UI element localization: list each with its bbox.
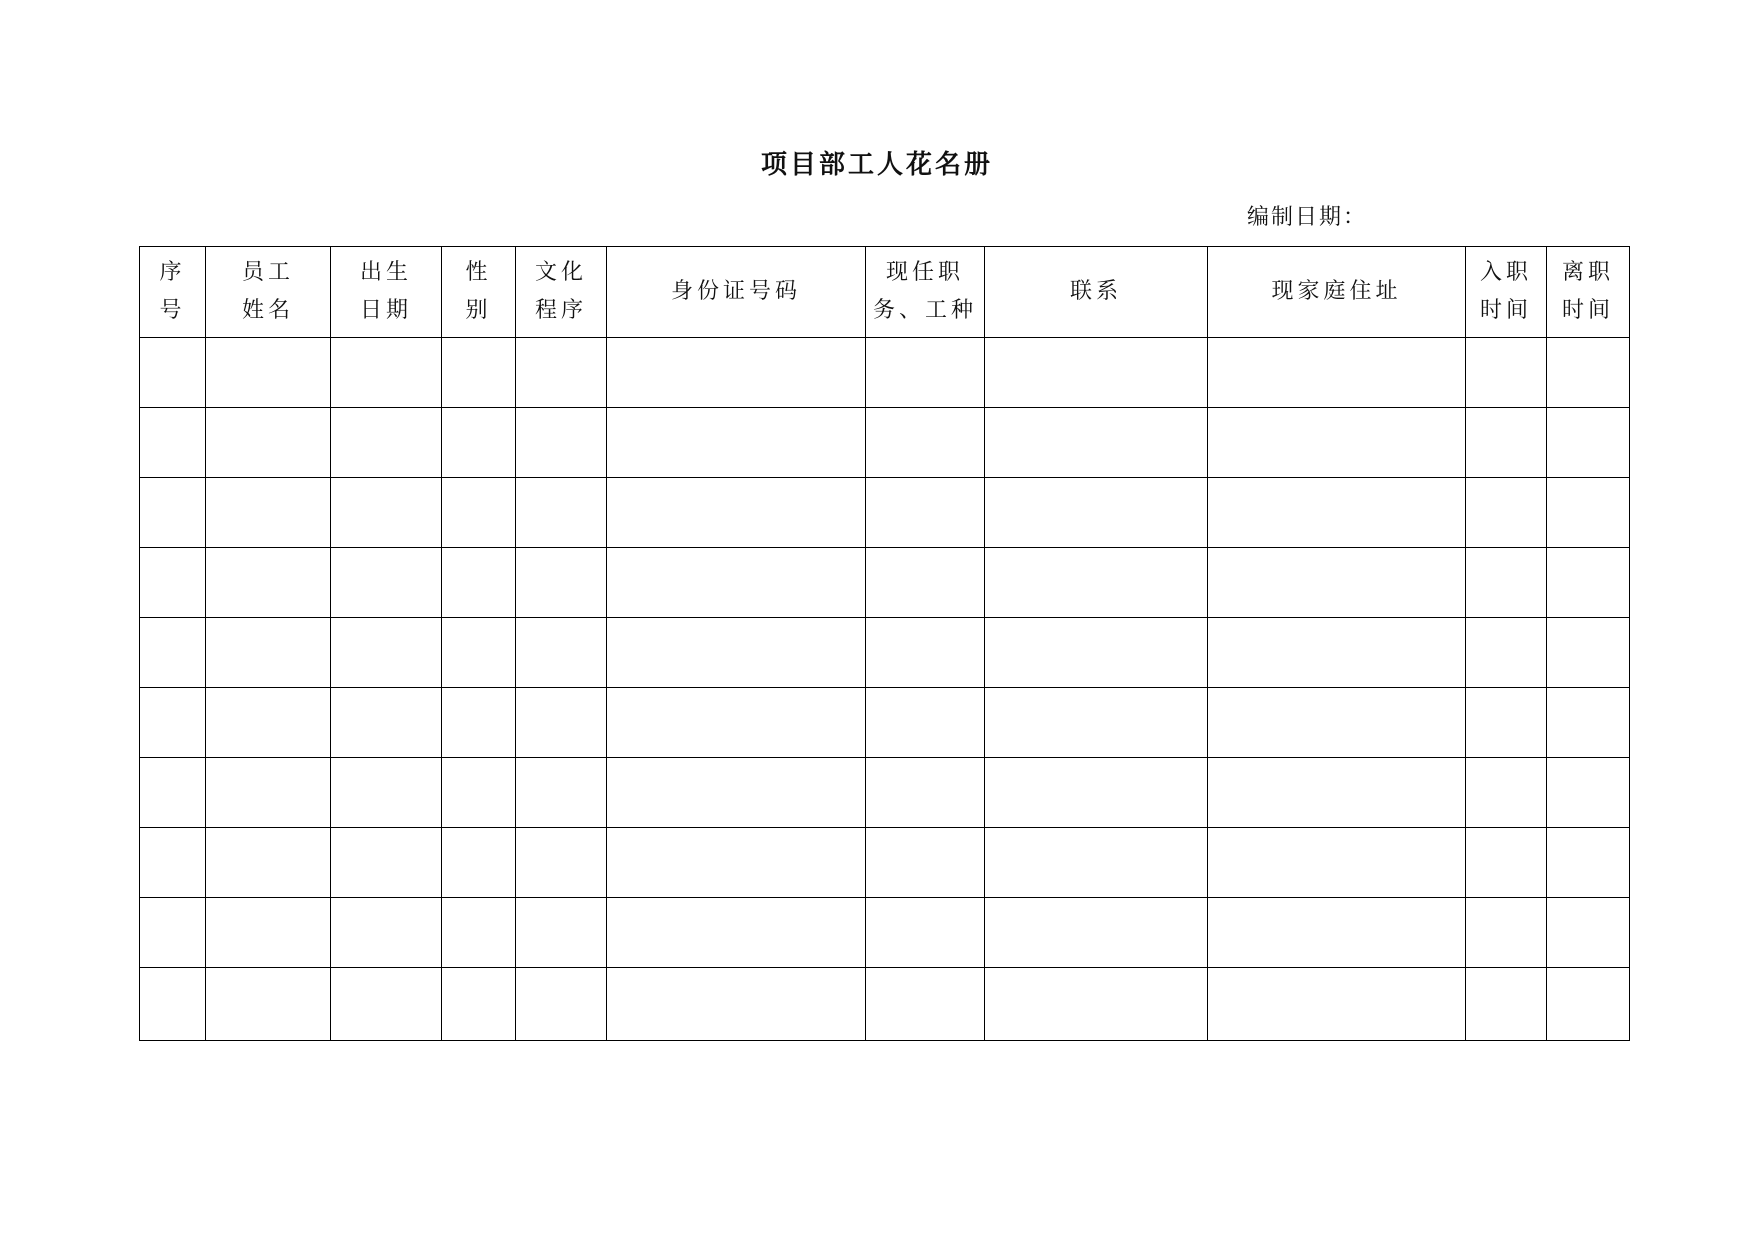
table-cell: [516, 898, 607, 968]
table-cell: [866, 968, 985, 1041]
table-row: [140, 338, 1630, 408]
column-header-line: 程序: [534, 298, 587, 323]
column-header: [442, 247, 516, 338]
table-cell: [442, 338, 516, 408]
table-cell: [985, 548, 1208, 618]
table-cell: [1208, 898, 1466, 968]
column-header-line: 序: [159, 260, 186, 285]
table-row: [140, 828, 1630, 898]
table-cell: [331, 898, 442, 968]
column-header-line: 日期: [359, 298, 412, 323]
column-header-line: 现家庭住址: [1271, 279, 1402, 304]
table-cell: [985, 898, 1208, 968]
column-header-line: 务、工种: [872, 298, 977, 323]
table-cell: [985, 338, 1208, 408]
table-cell: [1466, 688, 1547, 758]
table-cell: [1208, 828, 1466, 898]
column-header: [206, 247, 331, 338]
table-cell: [866, 408, 985, 478]
table-cell: [607, 828, 866, 898]
table-cell: [442, 548, 516, 618]
column-header-line: 身份证号码: [670, 279, 801, 304]
table-cell: [1547, 968, 1630, 1041]
table-body: [140, 338, 1630, 1041]
table-cell: [985, 478, 1208, 548]
table-cell: [866, 478, 985, 548]
column-header-line: 号: [159, 298, 186, 323]
table-cell: [866, 548, 985, 618]
table-row: [140, 898, 1630, 968]
table-cell: [331, 828, 442, 898]
table-cell: [442, 408, 516, 478]
table-cell: [140, 688, 206, 758]
table-cell: [1547, 548, 1630, 618]
column-header: [1208, 247, 1466, 338]
column-header-line: 时间: [1561, 298, 1614, 323]
table-cell: [866, 338, 985, 408]
table-cell: [607, 618, 866, 688]
table-cell: [140, 478, 206, 548]
table-cell: [206, 548, 331, 618]
table-cell: [140, 408, 206, 478]
table-cell: [607, 408, 866, 478]
table-cell: [1466, 968, 1547, 1041]
table-cell: [1547, 758, 1630, 828]
table-cell: [1208, 688, 1466, 758]
table-cell: [607, 688, 866, 758]
table-row: [140, 758, 1630, 828]
column-header-line: 姓名: [241, 298, 294, 323]
table-cell: [1466, 618, 1547, 688]
table-cell: [1547, 408, 1630, 478]
table-cell: [331, 548, 442, 618]
column-header-line: 别: [465, 298, 492, 323]
table-cell: [442, 828, 516, 898]
column-header: [140, 247, 206, 338]
table-cell: [866, 828, 985, 898]
table-cell: [1466, 758, 1547, 828]
table-cell: [516, 408, 607, 478]
column-header: [866, 247, 985, 338]
table-cell: [331, 408, 442, 478]
table-cell: [1547, 478, 1630, 548]
table-cell: [607, 548, 866, 618]
table-cell: [442, 898, 516, 968]
table-cell: [442, 688, 516, 758]
table-cell: [206, 408, 331, 478]
table-cell: [607, 478, 866, 548]
column-header: [607, 247, 866, 338]
table-cell: [206, 618, 331, 688]
table-cell: [442, 968, 516, 1041]
table-cell: [206, 688, 331, 758]
table-row: [140, 968, 1630, 1041]
table-cell: [985, 758, 1208, 828]
table-cell: [206, 828, 331, 898]
table-cell: [1208, 478, 1466, 548]
column-header-line: 离职: [1561, 260, 1614, 285]
table-cell: [985, 968, 1208, 1041]
table-cell: [331, 758, 442, 828]
column-header: [985, 247, 1208, 338]
worker-roster-table: [139, 246, 1630, 1041]
table-cell: [607, 338, 866, 408]
table-row: [140, 618, 1630, 688]
table-cell: [206, 338, 331, 408]
column-header-line: 员工: [241, 260, 294, 285]
table-cell: [331, 478, 442, 548]
table-cell: [516, 688, 607, 758]
table-row: [140, 478, 1630, 548]
table-cell: [1208, 968, 1466, 1041]
table-cell: [516, 478, 607, 548]
document-title: 项目部工人花名册: [760, 150, 993, 180]
table-cell: [206, 898, 331, 968]
table-cell: [1547, 618, 1630, 688]
table-cell: [516, 338, 607, 408]
table-cell: [331, 688, 442, 758]
table-header-row: [140, 247, 1630, 338]
table-cell: [1208, 618, 1466, 688]
table-cell: [206, 478, 331, 548]
column-header-line: 现任职: [885, 260, 964, 285]
table-cell: [516, 968, 607, 1041]
table-cell: [1466, 478, 1547, 548]
table-cell: [331, 618, 442, 688]
table-cell: [1547, 688, 1630, 758]
table-cell: [1466, 338, 1547, 408]
table-cell: [1466, 898, 1547, 968]
table-cell: [985, 408, 1208, 478]
table-cell: [140, 338, 206, 408]
table-cell: [331, 968, 442, 1041]
table-cell: [1547, 338, 1630, 408]
table-cell: [140, 898, 206, 968]
table-cell: [866, 688, 985, 758]
table-cell: [985, 688, 1208, 758]
table-cell: [206, 758, 331, 828]
table-cell: [516, 548, 607, 618]
column-header: [516, 247, 607, 338]
column-header-line: 性: [465, 260, 492, 285]
table-cell: [331, 338, 442, 408]
table-cell: [516, 618, 607, 688]
table-cell: [1208, 758, 1466, 828]
table-cell: [442, 758, 516, 828]
column-header: [1547, 247, 1630, 338]
table-cell: [140, 758, 206, 828]
table-cell: [866, 758, 985, 828]
table-cell: [607, 758, 866, 828]
table-cell: [1547, 828, 1630, 898]
table-cell: [985, 618, 1208, 688]
table-cell: [866, 898, 985, 968]
column-header: [331, 247, 442, 338]
table-cell: [140, 968, 206, 1041]
column-header-line: 入职: [1479, 260, 1532, 285]
table-cell: [1547, 898, 1630, 968]
table-cell: [1208, 548, 1466, 618]
table-cell: [442, 478, 516, 548]
table-cell: [206, 968, 331, 1041]
table-row: [140, 548, 1630, 618]
compile-date-label: 编制日期：: [1247, 205, 1368, 230]
table-cell: [1208, 338, 1466, 408]
table-cell: [985, 828, 1208, 898]
table-cell: [140, 618, 206, 688]
table-cell: [1208, 408, 1466, 478]
table-cell: [607, 968, 866, 1041]
table-cell: [1466, 408, 1547, 478]
column-header: [1466, 247, 1547, 338]
table-cell: [1466, 828, 1547, 898]
table-cell: [516, 758, 607, 828]
table-cell: [866, 618, 985, 688]
table-cell: [140, 828, 206, 898]
table-cell: [1466, 548, 1547, 618]
table-row: [140, 408, 1630, 478]
table-row: [140, 688, 1630, 758]
table-cell: [607, 898, 866, 968]
table-cell: [516, 828, 607, 898]
column-header-line: 文化: [534, 260, 587, 285]
table-cell: [442, 618, 516, 688]
table-cell: [140, 548, 206, 618]
column-header-line: 时间: [1479, 298, 1532, 323]
column-header-line: 联系: [1069, 279, 1122, 304]
column-header-line: 出生: [359, 260, 412, 285]
